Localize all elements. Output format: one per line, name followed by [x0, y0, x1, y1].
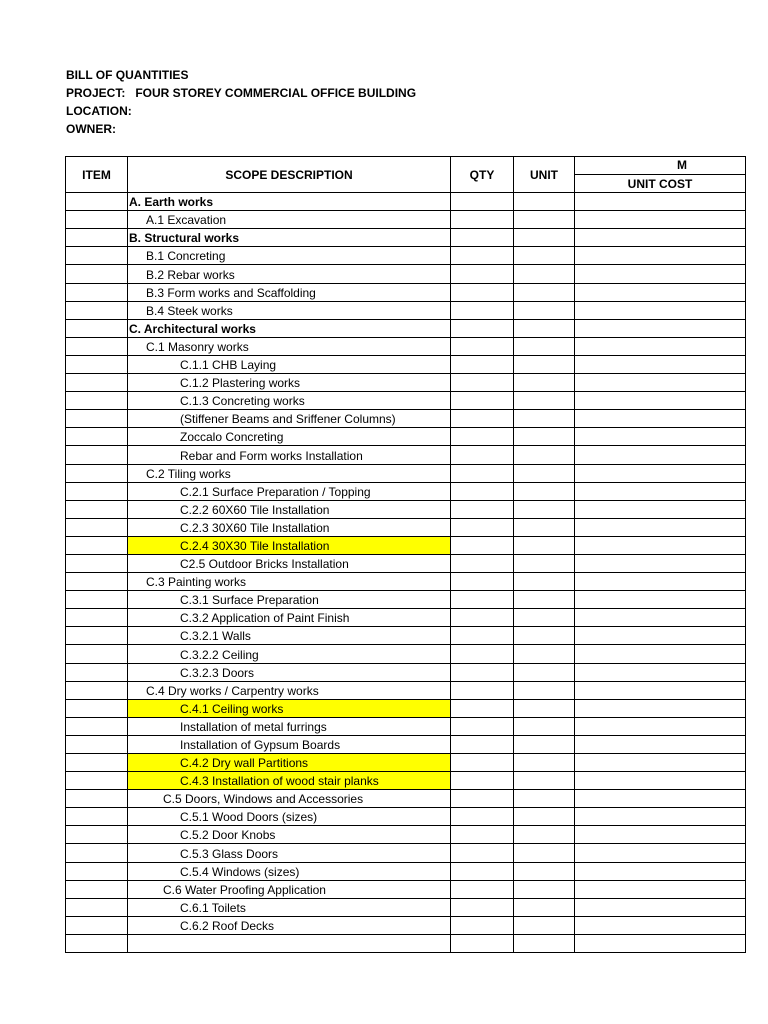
unit-cell — [514, 898, 575, 916]
scope-description-cell: B.3 Form works and Scaffolding — [128, 283, 451, 301]
unit-cost-cell — [575, 573, 746, 591]
scope-description-cell: C.2.4 30X30 Tile Installation — [128, 536, 451, 554]
unit-cell — [514, 627, 575, 645]
unit-cost-cell — [575, 337, 746, 355]
qty-cell — [451, 446, 514, 464]
qty-cell — [451, 265, 514, 283]
table-row — [66, 699, 746, 717]
item-cell — [66, 319, 128, 337]
qty-cell — [451, 211, 514, 229]
unit-cost-cell — [575, 428, 746, 446]
qty-cell — [451, 663, 514, 681]
unit-cost-cell — [575, 392, 746, 410]
scope-description-cell — [128, 934, 451, 952]
scope-description-cell: B.4 Steek works — [128, 301, 451, 319]
qty-cell — [451, 808, 514, 826]
unit-cell — [514, 229, 575, 247]
column-header-qty: QTY — [451, 157, 514, 193]
unit-cost-cell — [575, 645, 746, 663]
table-row — [66, 826, 746, 844]
table-row — [66, 681, 746, 699]
item-cell — [66, 482, 128, 500]
qty-cell — [451, 464, 514, 482]
table-row — [66, 934, 746, 952]
qty-cell — [451, 790, 514, 808]
item-cell — [66, 808, 128, 826]
unit-cost-cell — [575, 482, 746, 500]
item-cell — [66, 609, 128, 627]
scope-description-cell: C.4.3 Installation of wood stair planks — [128, 772, 451, 790]
item-cell — [66, 645, 128, 663]
scope-description-cell: C.1.2 Plastering works — [128, 374, 451, 392]
scope-description-cell: C.5.1 Wood Doors (sizes) — [128, 808, 451, 826]
table-row — [66, 772, 746, 790]
qty-cell — [451, 591, 514, 609]
scope-description-cell: C2.5 Outdoor Bricks Installation — [128, 554, 451, 572]
qty-cell — [451, 229, 514, 247]
item-cell — [66, 880, 128, 898]
unit-cell — [514, 337, 575, 355]
scope-description-cell: B.2 Rebar works — [128, 265, 451, 283]
item-cell — [66, 844, 128, 862]
scope-description-cell: B.1 Concreting — [128, 247, 451, 265]
scope-description-cell: C.1 Masonry works — [128, 337, 451, 355]
unit-cell — [514, 554, 575, 572]
item-cell — [66, 916, 128, 934]
unit-cost-cell — [575, 247, 746, 265]
unit-cost-cell — [575, 898, 746, 916]
table-row — [66, 735, 746, 753]
unit-cell — [514, 844, 575, 862]
qty-cell — [451, 934, 514, 952]
unit-cost-cell — [575, 229, 746, 247]
unit-cost-cell — [575, 265, 746, 283]
unit-cell — [514, 392, 575, 410]
table-row — [66, 790, 746, 808]
item-cell — [66, 247, 128, 265]
table-row — [66, 627, 746, 645]
scope-description-cell: C.3.2.3 Doors — [128, 663, 451, 681]
scope-description-cell: C.5.4 Windows (sizes) — [128, 862, 451, 880]
table-row — [66, 193, 746, 211]
column-header-unit-cost: UNIT COST — [575, 175, 746, 193]
unit-cost-cell — [575, 319, 746, 337]
table-row — [66, 754, 746, 772]
qty-cell — [451, 898, 514, 916]
unit-cost-cell — [575, 554, 746, 572]
unit-cell — [514, 355, 575, 373]
table-row — [66, 283, 746, 301]
unit-cost-cell — [575, 826, 746, 844]
table-row — [66, 536, 746, 554]
scope-description-cell: C.3.1 Surface Preparation — [128, 591, 451, 609]
scope-description-cell: B. Structural works — [128, 229, 451, 247]
table-row — [66, 663, 746, 681]
unit-cell — [514, 573, 575, 591]
unit-cell — [514, 301, 575, 319]
qty-cell — [451, 428, 514, 446]
item-cell — [66, 591, 128, 609]
table-row — [66, 482, 746, 500]
unit-cost-cell — [575, 609, 746, 627]
item-cell — [66, 500, 128, 518]
table-row — [66, 464, 746, 482]
table-row — [66, 392, 746, 410]
unit-cell — [514, 826, 575, 844]
table-row — [66, 355, 746, 373]
table-row — [66, 717, 746, 735]
scope-description-cell: Installation of metal furrings — [128, 717, 451, 735]
item-cell — [66, 193, 128, 211]
qty-cell — [451, 283, 514, 301]
item-cell — [66, 446, 128, 464]
unit-cost-cell — [575, 681, 746, 699]
scope-description-cell: (Stiffener Beams and Sriffener Columns) — [128, 410, 451, 428]
qty-cell — [451, 754, 514, 772]
scope-description-cell: C.5.2 Door Knobs — [128, 826, 451, 844]
unit-cost-cell — [575, 283, 746, 301]
table-row — [66, 554, 746, 572]
unit-cell — [514, 193, 575, 211]
table-row — [66, 573, 746, 591]
qty-cell — [451, 609, 514, 627]
document-title: BILL OF QUANTITIES — [66, 68, 189, 82]
unit-cell — [514, 536, 575, 554]
item-cell — [66, 754, 128, 772]
unit-cell — [514, 735, 575, 753]
item-cell — [66, 699, 128, 717]
unit-cell — [514, 699, 575, 717]
qty-cell — [451, 844, 514, 862]
item-cell — [66, 898, 128, 916]
unit-cell — [514, 247, 575, 265]
table-row — [66, 880, 746, 898]
unit-cost-cell — [575, 808, 746, 826]
qty-cell — [451, 392, 514, 410]
qty-cell — [451, 699, 514, 717]
scope-description-cell: C.6.2 Roof Decks — [128, 916, 451, 934]
table-row — [66, 428, 746, 446]
table-row — [66, 446, 746, 464]
unit-cost-cell — [575, 627, 746, 645]
scope-description-cell: C.6 Water Proofing Application — [128, 880, 451, 898]
location-line: LOCATION: — [66, 104, 132, 118]
item-cell — [66, 229, 128, 247]
unit-cell — [514, 283, 575, 301]
scope-description-cell: A. Earth works — [128, 193, 451, 211]
qty-cell — [451, 500, 514, 518]
qty-cell — [451, 862, 514, 880]
unit-cost-cell — [575, 374, 746, 392]
unit-cost-cell — [575, 880, 746, 898]
table-row — [66, 609, 746, 627]
scope-description-cell: C.2.2 60X60 Tile Installation — [128, 500, 451, 518]
qty-cell — [451, 554, 514, 572]
qty-cell — [451, 681, 514, 699]
item-cell — [66, 772, 128, 790]
qty-cell — [451, 573, 514, 591]
bill-of-quantities-table — [65, 156, 746, 953]
unit-cost-cell — [575, 790, 746, 808]
table-row — [66, 645, 746, 663]
scope-description-cell: C.4.2 Dry wall Partitions — [128, 754, 451, 772]
item-cell — [66, 536, 128, 554]
table-row — [66, 265, 746, 283]
item-cell — [66, 301, 128, 319]
item-cell — [66, 735, 128, 753]
table-row — [66, 844, 746, 862]
scope-description-cell: C.2 Tiling works — [128, 464, 451, 482]
unit-cell — [514, 862, 575, 880]
qty-cell — [451, 536, 514, 554]
item-cell — [66, 518, 128, 536]
item-cell — [66, 428, 128, 446]
unit-cost-cell — [575, 754, 746, 772]
item-cell — [66, 663, 128, 681]
column-header-item: ITEM — [66, 157, 128, 193]
scope-description-cell: C.3 Painting works — [128, 573, 451, 591]
unit-cost-cell — [575, 934, 746, 952]
unit-cost-cell — [575, 717, 746, 735]
unit-cell — [514, 609, 575, 627]
unit-cost-cell — [575, 500, 746, 518]
qty-cell — [451, 374, 514, 392]
unit-cost-cell — [575, 862, 746, 880]
unit-cost-cell — [575, 663, 746, 681]
project-line: PROJECT: FOUR STOREY COMMERCIAL OFFICE BUILDING — [66, 86, 417, 100]
unit-cell — [514, 645, 575, 663]
unit-cost-cell — [575, 536, 746, 554]
item-cell — [66, 681, 128, 699]
column-group-header: M — [575, 157, 746, 175]
qty-cell — [451, 482, 514, 500]
table-row — [66, 319, 746, 337]
unit-cell — [514, 790, 575, 808]
table-row — [66, 808, 746, 826]
unit-cell — [514, 500, 575, 518]
unit-cost-cell — [575, 193, 746, 211]
item-cell — [66, 211, 128, 229]
qty-cell — [451, 772, 514, 790]
unit-cell — [514, 374, 575, 392]
unit-cost-cell — [575, 410, 746, 428]
column-header-scope-description: SCOPE DESCRIPTION — [128, 157, 451, 193]
item-cell — [66, 355, 128, 373]
qty-cell — [451, 518, 514, 536]
unit-cost-cell — [575, 844, 746, 862]
scope-description-cell: C.3.2.2 Ceiling — [128, 645, 451, 663]
table-row — [66, 211, 746, 229]
item-cell — [66, 627, 128, 645]
scope-description-cell: A.1 Excavation — [128, 211, 451, 229]
unit-cost-cell — [575, 591, 746, 609]
item-cell — [66, 554, 128, 572]
table-body — [66, 193, 746, 953]
item-cell — [66, 717, 128, 735]
unit-cell — [514, 482, 575, 500]
unit-cost-cell — [575, 772, 746, 790]
unit-cost-cell — [575, 518, 746, 536]
qty-cell — [451, 193, 514, 211]
scope-description-cell: C.2.1 Surface Preparation / Topping — [128, 482, 451, 500]
scope-description-cell: Zoccalo Concreting — [128, 428, 451, 446]
scope-description-cell: C.1.3 Concreting works — [128, 392, 451, 410]
item-cell — [66, 826, 128, 844]
qty-cell — [451, 627, 514, 645]
unit-cell — [514, 265, 575, 283]
unit-cell — [514, 681, 575, 699]
item-cell — [66, 374, 128, 392]
table-row — [66, 518, 746, 536]
table-row — [66, 374, 746, 392]
item-cell — [66, 790, 128, 808]
unit-cell — [514, 428, 575, 446]
item-cell — [66, 410, 128, 428]
qty-cell — [451, 301, 514, 319]
scope-description-cell: C.1.1 CHB Laying — [128, 355, 451, 373]
scope-description-cell: C.3.2 Application of Paint Finish — [128, 609, 451, 627]
unit-cell — [514, 663, 575, 681]
scope-description-cell: C.6.1 Toilets — [128, 898, 451, 916]
table-row — [66, 229, 746, 247]
table-row — [66, 898, 746, 916]
qty-cell — [451, 717, 514, 735]
scope-description-cell: C.5 Doors, Windows and Accessories — [128, 790, 451, 808]
unit-cell — [514, 717, 575, 735]
qty-cell — [451, 410, 514, 428]
table-row — [66, 247, 746, 265]
unit-cost-cell — [575, 355, 746, 373]
unit-cell — [514, 808, 575, 826]
qty-cell — [451, 735, 514, 753]
qty-cell — [451, 916, 514, 934]
scope-description-cell: Installation of Gypsum Boards — [128, 735, 451, 753]
unit-cost-cell — [575, 301, 746, 319]
table-row — [66, 591, 746, 609]
scope-description-cell: Rebar and Form works Installation — [128, 446, 451, 464]
unit-cell — [514, 518, 575, 536]
scope-description-cell: C.3.2.1 Walls — [128, 627, 451, 645]
table-row — [66, 301, 746, 319]
document-header — [66, 66, 416, 138]
qty-cell — [451, 337, 514, 355]
item-cell — [66, 934, 128, 952]
unit-cost-cell — [575, 735, 746, 753]
bill-of-quantities-sheet — [65, 156, 693, 940]
column-header-unit: UNIT — [514, 157, 575, 193]
item-cell — [66, 337, 128, 355]
item-cell — [66, 283, 128, 301]
unit-cell — [514, 916, 575, 934]
table-row — [66, 862, 746, 880]
item-cell — [66, 265, 128, 283]
unit-cell — [514, 880, 575, 898]
item-cell — [66, 573, 128, 591]
unit-cost-cell — [575, 446, 746, 464]
unit-cell — [514, 410, 575, 428]
unit-cell — [514, 319, 575, 337]
scope-description-cell: C. Architectural works — [128, 319, 451, 337]
table-row — [66, 916, 746, 934]
table-row — [66, 410, 746, 428]
scope-description-cell: C.4.1 Ceiling works — [128, 699, 451, 717]
qty-cell — [451, 355, 514, 373]
owner-line: OWNER: — [66, 122, 116, 136]
unit-cell — [514, 934, 575, 952]
qty-cell — [451, 319, 514, 337]
item-cell — [66, 392, 128, 410]
qty-cell — [451, 826, 514, 844]
scope-description-cell: C.4 Dry works / Carpentry works — [128, 681, 451, 699]
scope-description-cell: C.2.3 30X60 Tile Installation — [128, 518, 451, 536]
table-row — [66, 337, 746, 355]
unit-cell — [514, 591, 575, 609]
unit-cost-cell — [575, 464, 746, 482]
unit-cost-cell — [575, 916, 746, 934]
qty-cell — [451, 880, 514, 898]
table-row — [66, 500, 746, 518]
unit-cell — [514, 464, 575, 482]
scope-description-cell: C.5.3 Glass Doors — [128, 844, 451, 862]
unit-cell — [514, 754, 575, 772]
item-cell — [66, 862, 128, 880]
qty-cell — [451, 247, 514, 265]
unit-cost-cell — [575, 699, 746, 717]
item-cell — [66, 464, 128, 482]
unit-cell — [514, 772, 575, 790]
unit-cell — [514, 211, 575, 229]
qty-cell — [451, 645, 514, 663]
unit-cost-cell — [575, 211, 746, 229]
unit-cell — [514, 446, 575, 464]
